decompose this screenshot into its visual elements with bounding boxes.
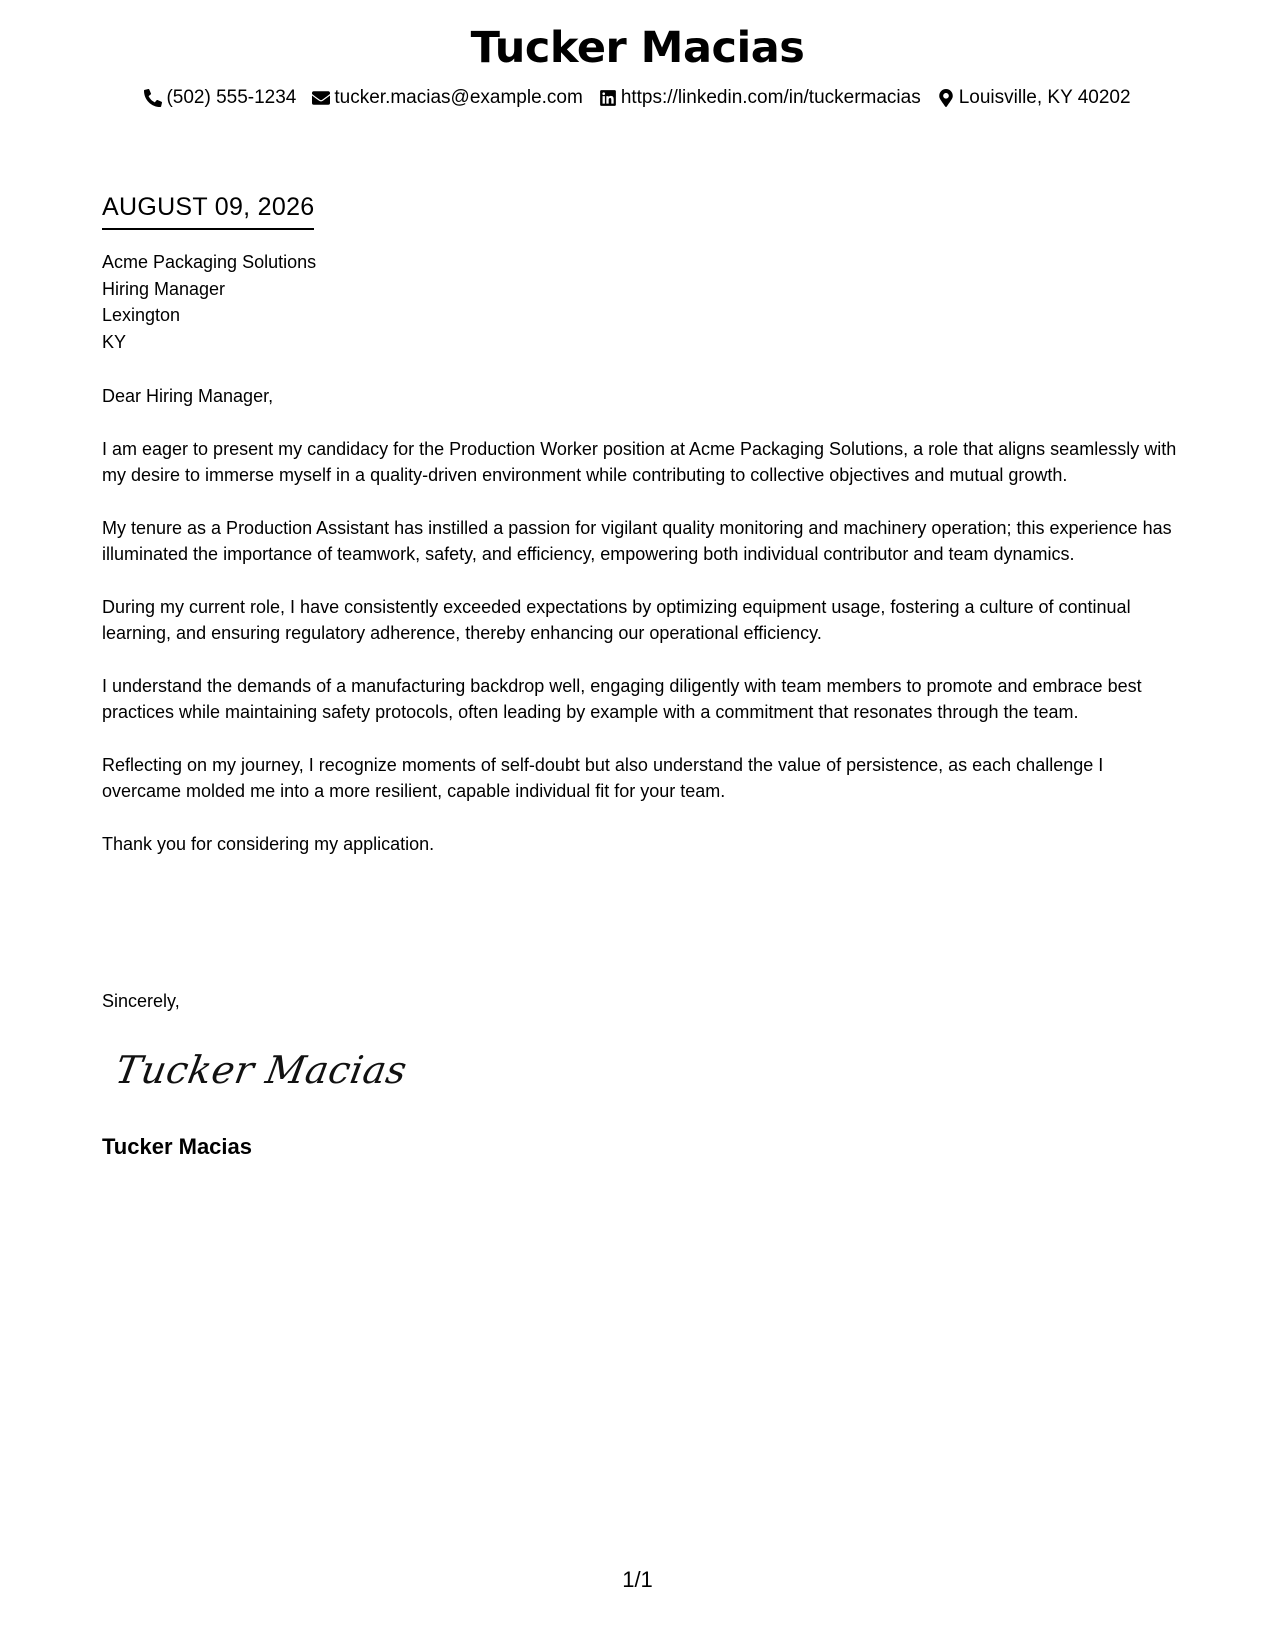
recipient-title: Hiring Manager xyxy=(102,278,226,299)
body-paragraph: I understand the demands of a manufacturing backdrop well, engaging diligently with team members to promote and embrace best practices while maintaining safety protocols, often leading by example with a commitment that resonates through the team. xyxy=(102,675,1142,722)
body-paragraph: During my current role, I have consistently exceeded expectations by optimizing equipment usage, fostering a culture of continual learning, and ensuring regulatory adherence, thereby enhancing our operational efficiency. xyxy=(102,596,1131,643)
body-paragraph: My tenure as a Production Assistant has instilled a passion for vigilant quality monitoring and machinery operation; this experience has illuminated the importance of teamwork, safety, and efficiency, empowering both individual contributor and team dynamics. xyxy=(102,517,1172,564)
recipient-city: Lexington xyxy=(102,305,181,325)
contact-phone xyxy=(144,86,296,110)
map-pin-icon xyxy=(937,89,955,107)
applicant-name: Tucker Macias xyxy=(470,23,805,73)
envelope-icon xyxy=(312,89,330,107)
salutation: Dear Hiring Manager, xyxy=(102,386,274,406)
linkedin-icon xyxy=(599,89,617,107)
contact-linkedin xyxy=(599,86,921,110)
recipient-company: Acme Packaging Solutions xyxy=(102,252,317,272)
letter-date: AUGUST 09, 2026 xyxy=(102,190,314,230)
page-number: 1/1 xyxy=(622,1567,653,1592)
body-paragraph: I am eager to present my candidacy for the Production Worker position at Acme Packaging Solutions, a role that aligns seamlessly with my desire to immerse myself in a quality-driven environment while contributing to collective objectives and mutual growth. xyxy=(102,438,1177,485)
phone-icon xyxy=(144,89,162,107)
contact-location xyxy=(937,86,1131,110)
letter-header xyxy=(0,20,1275,110)
email-text[interactable]: tucker.macias@example.com xyxy=(334,87,583,108)
letter-body xyxy=(102,383,1182,883)
body-paragraph: Reflecting on my journey, I recognize moments of self-doubt but also understand the value of persistence, as each challenge I overcame molded me into a more resilient, capable individual fit for your team. xyxy=(102,754,1104,801)
contact-email xyxy=(312,86,582,110)
location-text: Louisville, KY 40202 xyxy=(958,87,1131,108)
thank-you-paragraph: Thank you for considering my application. xyxy=(102,833,435,854)
signature-image: Tucker Macias xyxy=(112,1048,411,1092)
linkedin-text[interactable]: https://linkedin.com/in/tuckermacias xyxy=(620,87,921,108)
closing: Sincerely, xyxy=(102,991,180,1011)
contact-bar xyxy=(0,86,1275,110)
recipient-state: KY xyxy=(102,331,127,352)
signatory-name: Tucker Macias xyxy=(102,1134,253,1159)
recipient-block xyxy=(102,249,316,355)
phone-text[interactable]: (502) 555-1234 xyxy=(166,87,297,108)
